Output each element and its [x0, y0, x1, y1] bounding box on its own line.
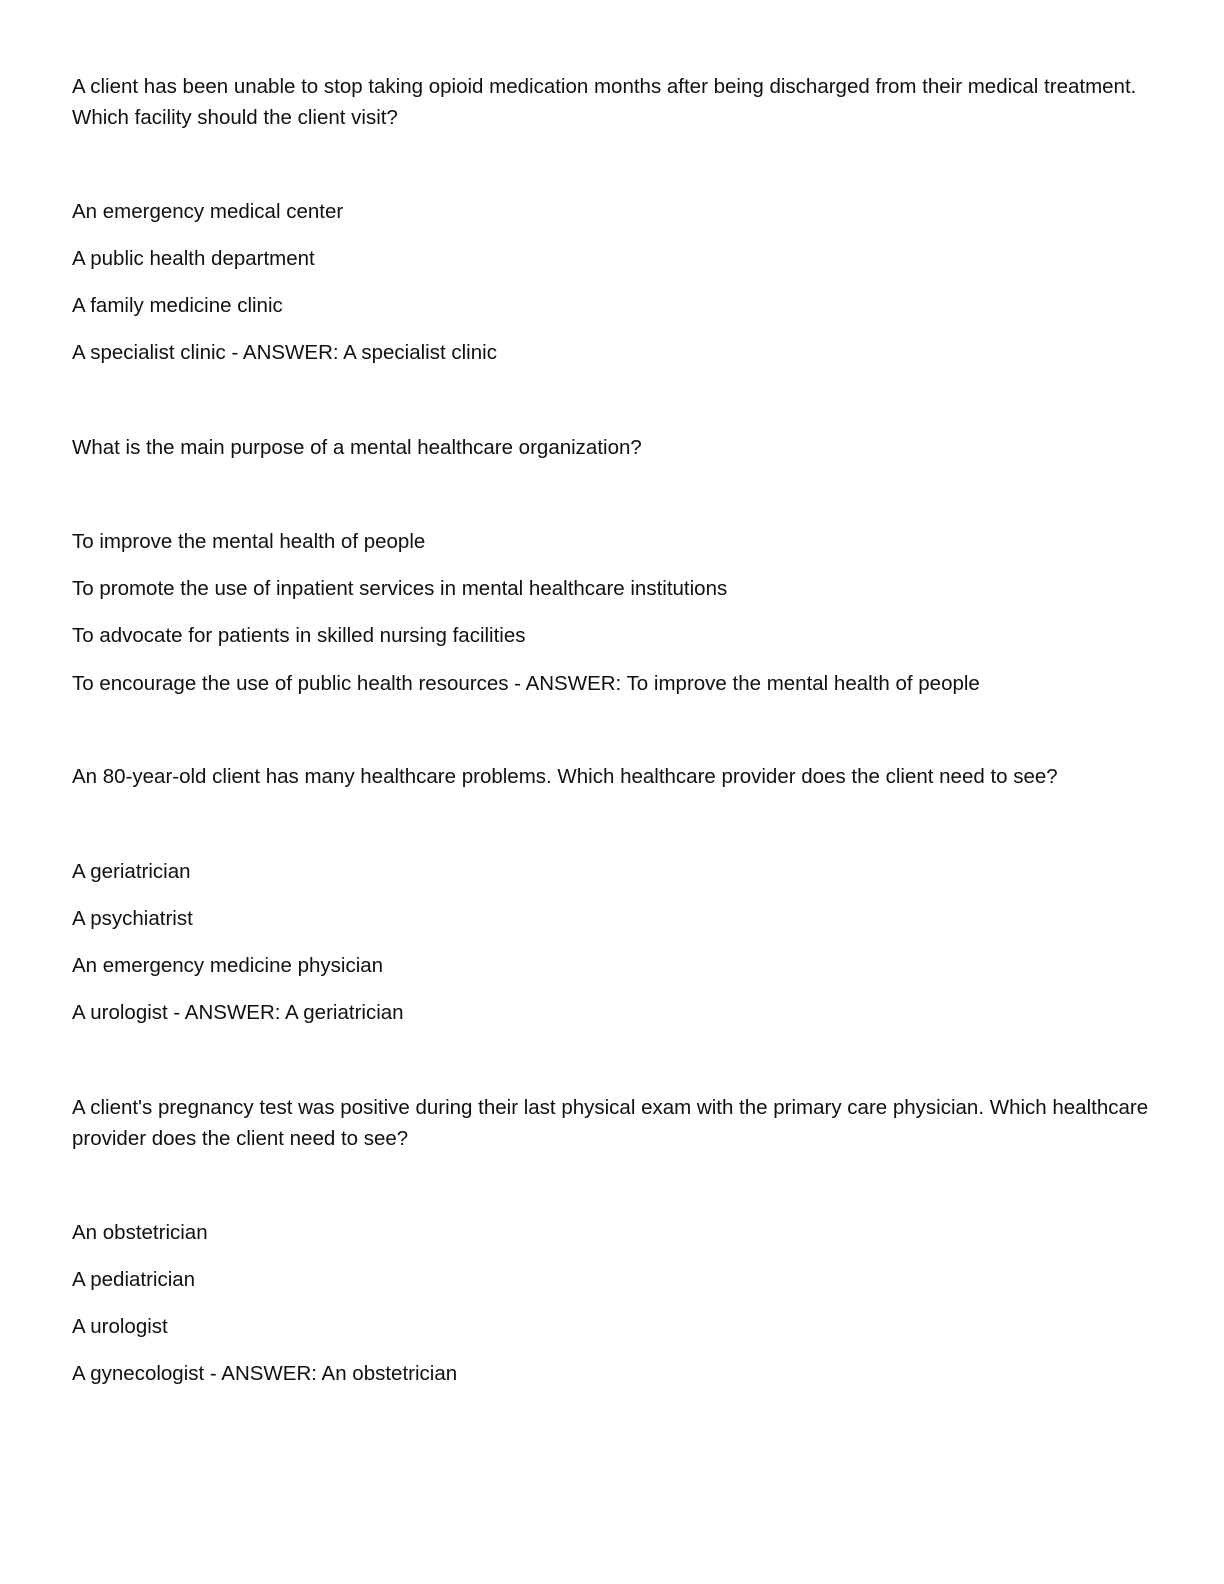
question-3-option-4-with-answer: A urologist - ANSWER: A geriatrician: [72, 1001, 404, 1024]
question-2-option-3: To advocate for patients in skilled nursing facilities: [72, 624, 526, 647]
question-2-option-4-with-answer: To encourage the use of public health resources - ANSWER: To improve the mental health of people: [72, 672, 980, 695]
question-1-option-1: An emergency medical center: [72, 200, 344, 223]
question-1-text: A client has been unable to stop taking opioid medication months after being discharged from their medical treatment. Which facility should the client visit?: [72, 75, 1137, 129]
question-1-option-4-with-answer: A specialist clinic - ANSWER: A specialist clinic: [72, 341, 497, 364]
question-3-option-1: A geriatrician: [72, 860, 191, 883]
question-4-text: A client's pregnancy test was positive during their last physical exam with the primary care physician. Which healthcare provider does the client need to see?: [72, 1096, 1149, 1150]
question-2-option-1: To improve the mental health of people: [72, 530, 426, 553]
question-3-option-3: An emergency medicine physician: [72, 954, 384, 977]
question-1-option-3: A family medicine clinic: [72, 294, 283, 317]
question-4-option-1: An obstetrician: [72, 1221, 208, 1244]
question-4-option-2: A pediatrician: [72, 1268, 196, 1291]
question-2-text: What is the main purpose of a mental healthcare organization?: [72, 436, 642, 459]
question-4-option-4-with-answer: A gynecologist - ANSWER: An obstetrician: [72, 1362, 458, 1385]
question-2-option-2: To promote the use of inpatient services in mental healthcare institutions: [72, 577, 728, 600]
question-3-text: An 80-year-old client has many healthcare problems. Which healthcare provider does the client need to see?: [72, 765, 1058, 788]
question-3-option-2: A psychiatrist: [72, 907, 193, 930]
question-1-option-2: A public health department: [72, 247, 315, 270]
question-4-option-3: A urologist: [72, 1315, 168, 1338]
